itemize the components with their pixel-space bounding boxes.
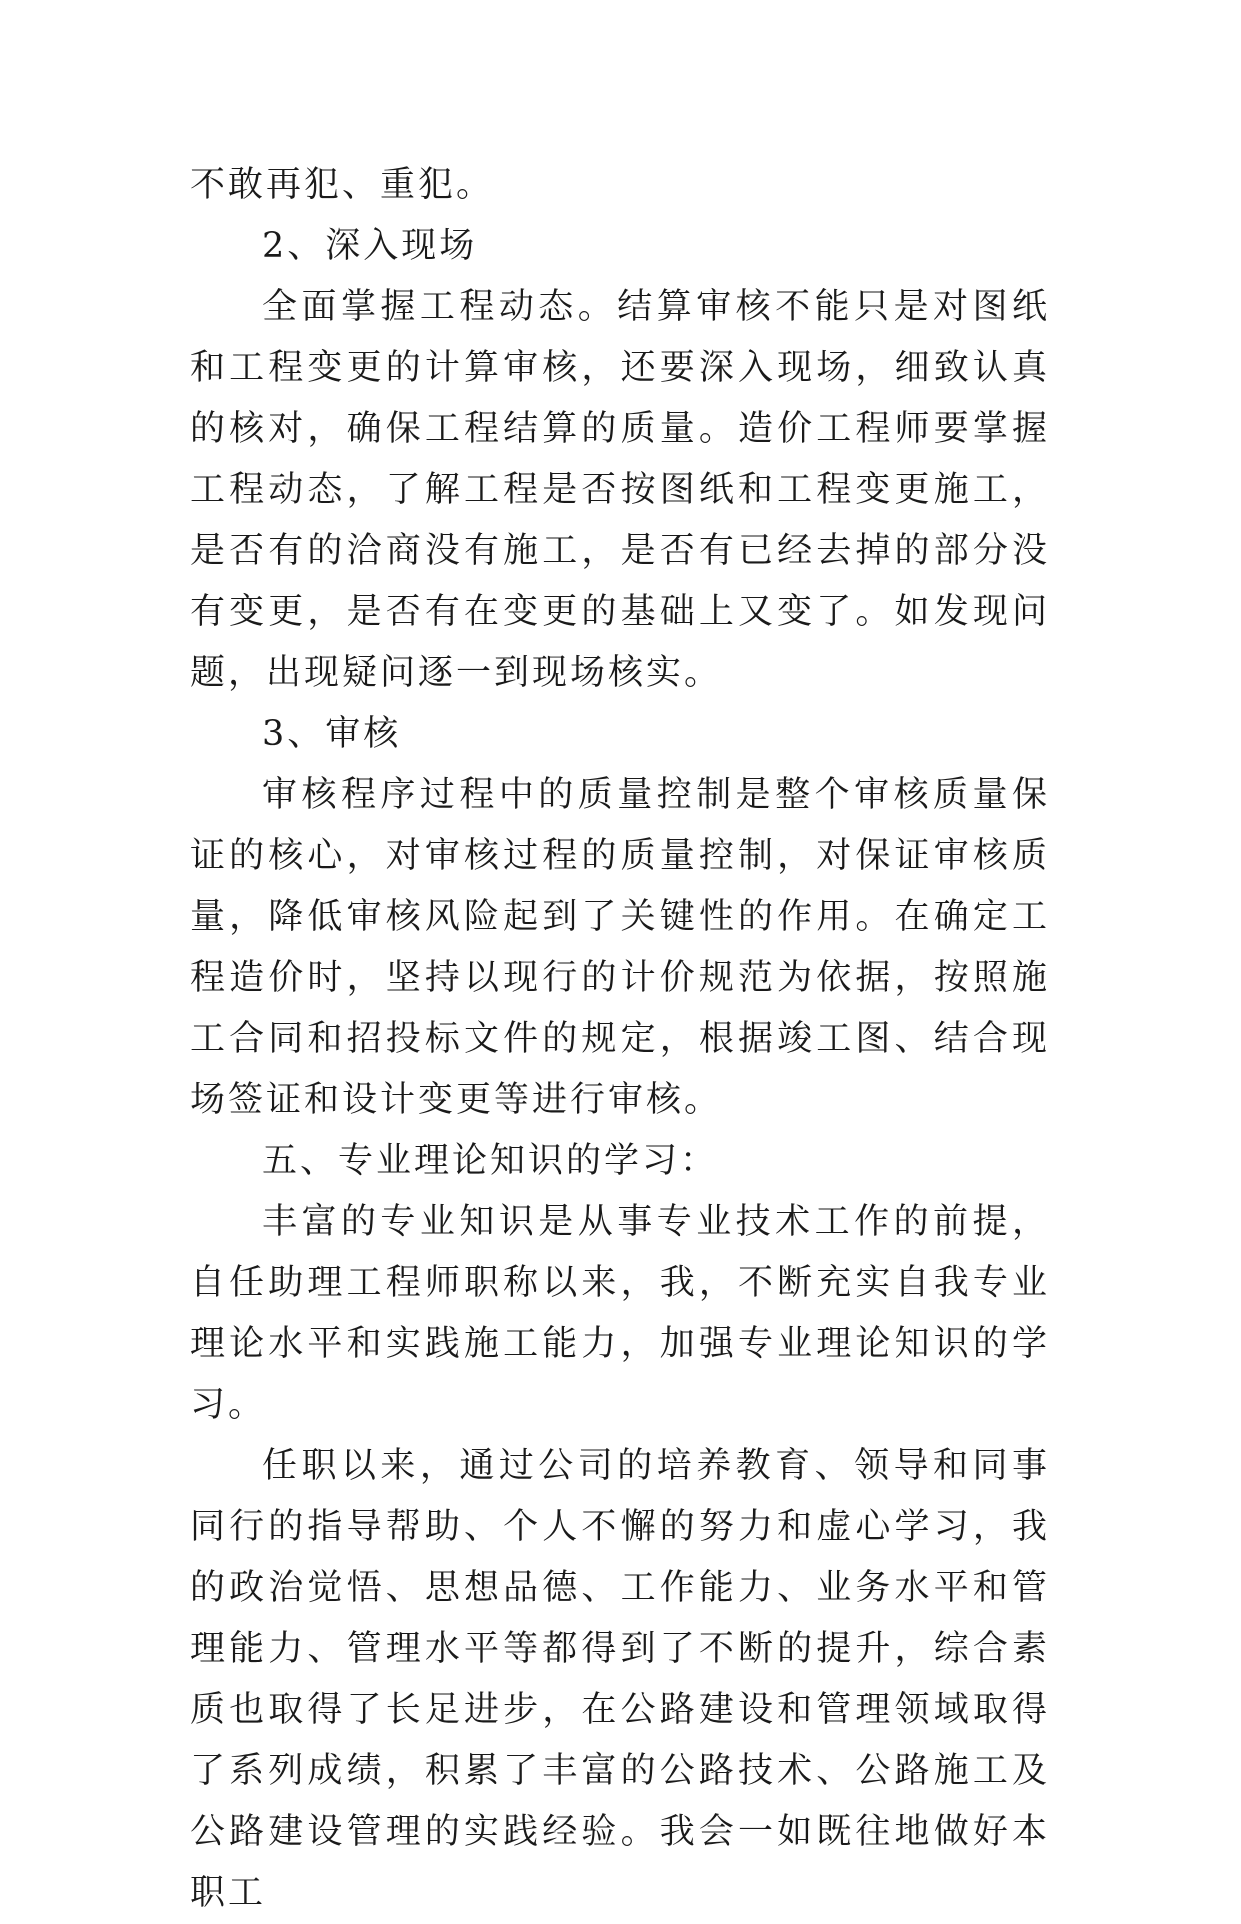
paragraph-study: 丰富的专业知识是从事专业技术工作的前提，自任助理工程师职称以来，我，不断充实自我专业理论水平和实践施工能力，加强专业理论知识的学习。 xyxy=(190,1202,1050,1425)
paragraph-site-visit: 全面掌握工程动态。结算审核不能只是对图纸和工程变更的计算审核，还要深入现场，细致认真的核对，确保工程结算的质量。造价工程师要掌握工程动态，了解工程是否按图纸和工程变更施工，是否有的洽商没有施工，是否有已经去掉的部分没有变更，是否有在变更的基础上又变了。如发现问题，出现疑问逐一到现场核实。 xyxy=(190,287,1050,693)
section-heading-audit: 3、审核 xyxy=(262,714,402,754)
section-heading-site-visit: 2、深入现场 xyxy=(262,226,478,266)
section-heading-study: 五、专业理论知识的学习： xyxy=(262,1141,719,1181)
paragraph-audit: 审核程序过程中的质量控制是整个审核质量保证的核心，对审核过程的质量控制，对保证审核质量，降低审核风险起到了关键性的作用。在确定工程造价时，坚持以现行的计价规范为依据，按照施工合同和招投标文件的规定，根据竣工图、结合现场签证和设计变更等进行审核。 xyxy=(190,775,1050,1120)
paragraph-continuation: 不敢再犯、重犯。 xyxy=(190,165,495,205)
paragraph-since-appointment: 任职以来，通过公司的培养教育、领导和同事同行的指导帮助、个人不懈的努力和虚心学习，我的政治觉悟、思想品德、工作能力、业务水平和管理能力、管理水平等都得到了不断的提升，综合素质也取得了长足进步，在公路建设和管理领域取得了系列成绩，积累了丰富的公路技术、公路施工及公路建设管理的实践经验。我会一如既往地做好本职工 xyxy=(190,1446,1050,1913)
document-body xyxy=(190,155,1050,1924)
